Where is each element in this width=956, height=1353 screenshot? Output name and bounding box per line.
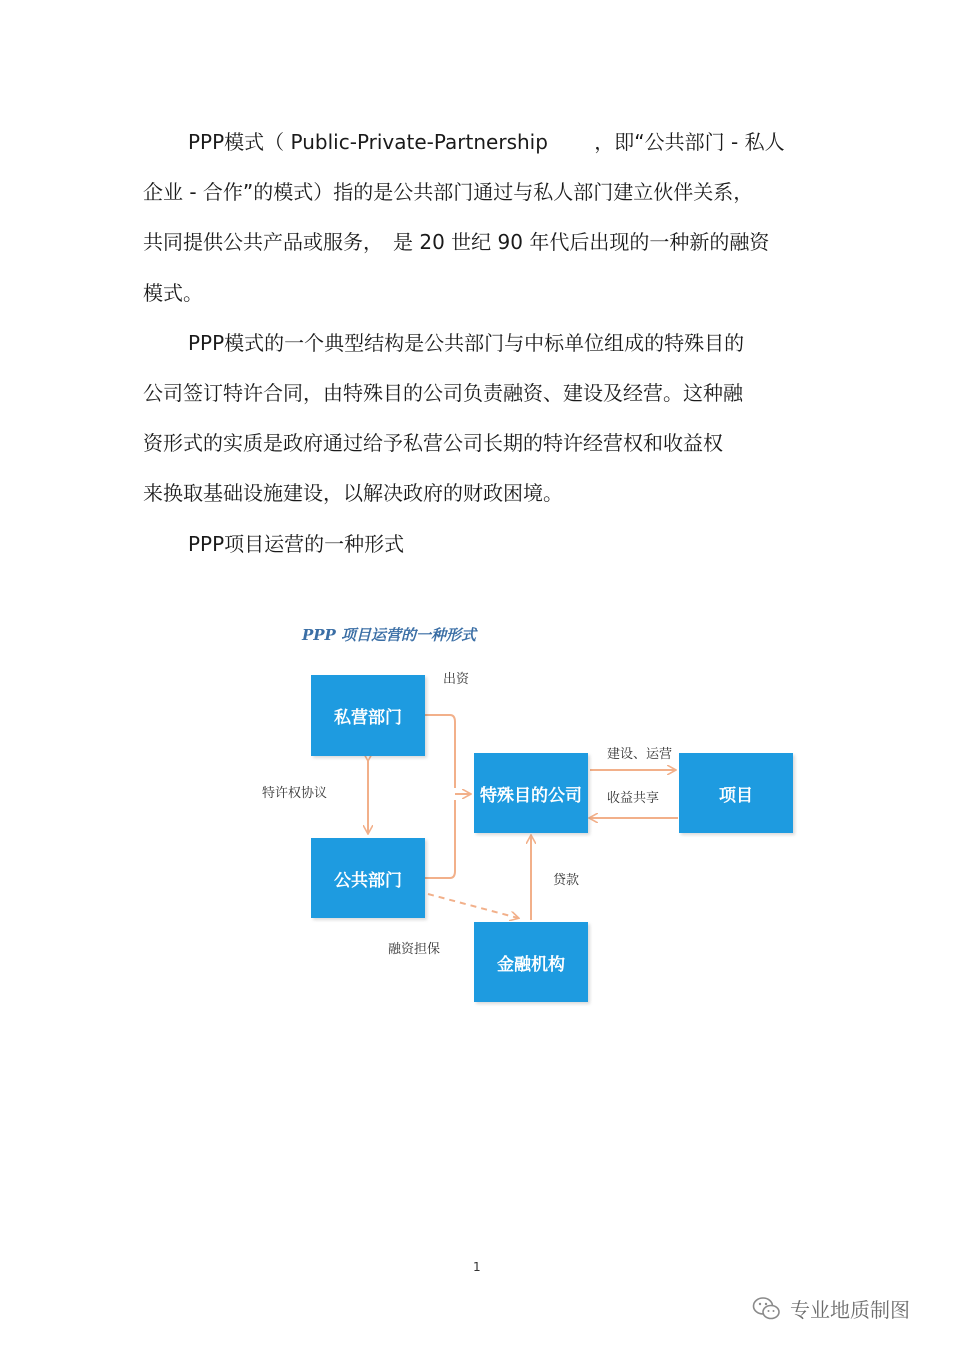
box-public-sector: 公共部门	[311, 838, 425, 918]
paragraph-1-line-3: 共同提供公共产品或服务， 是 20 世纪 90 年代后出现的一种新的融资	[143, 230, 770, 254]
guarantee-arrow	[428, 894, 518, 918]
paragraph-1-line-1: PPP模式（ Public-Private-Partnership ，即“公共部门 - 私人	[188, 130, 785, 154]
box-project: 项目	[679, 753, 793, 833]
paragraph-2-line-1: PPP模式的一个典型结构是公共部门与中标单位组成的特殊目的	[188, 331, 745, 355]
diagram-title: PPP 项目运营的一种形式	[302, 626, 477, 644]
paragraph-2-line-4: 来换取基础设施建设，以解决政府的财政困境。	[143, 481, 563, 505]
label-financing-guarantee: 融资担保	[388, 942, 441, 957]
invest-connector-bottom	[425, 800, 455, 878]
paragraph-1-line-4: 模式。	[143, 281, 203, 305]
ppp-structure-diagram	[250, 610, 810, 1020]
box-special-purpose-company: 特殊目的公司	[474, 753, 588, 833]
paragraph-2-line-3: 资形式的实质是政府通过给予私营公司长期的特许经营权和收益权	[143, 431, 723, 455]
page-number: 1	[473, 1260, 481, 1274]
watermark-text: 专业地质制图	[790, 1298, 910, 1322]
wechat-icon	[752, 1296, 782, 1322]
label-concession-agreement: 特许权协议	[262, 786, 328, 801]
box-financial-institution: 金融机构	[474, 922, 588, 1002]
paragraph-3-line-1: PPP项目运营的一种形式	[188, 532, 405, 556]
watermark	[752, 1294, 910, 1323]
box-private-sector: 私营部门	[311, 675, 425, 756]
label-revenue-share: 收益共享	[607, 791, 660, 806]
paragraph-2-line-2: 公司签订特许合同，由特殊目的公司负责融资、建设及经营。这种融	[143, 381, 743, 405]
paragraph-1-line-2: 企业 - 合作”的模式）指的是公共部门通过与私人部门建立伙伴关系，	[143, 180, 754, 204]
label-build-operate: 建设、运营	[607, 747, 673, 762]
label-loan: 贷款	[553, 873, 580, 888]
invest-connector-top	[425, 715, 455, 788]
label-invest: 出资	[443, 672, 470, 687]
